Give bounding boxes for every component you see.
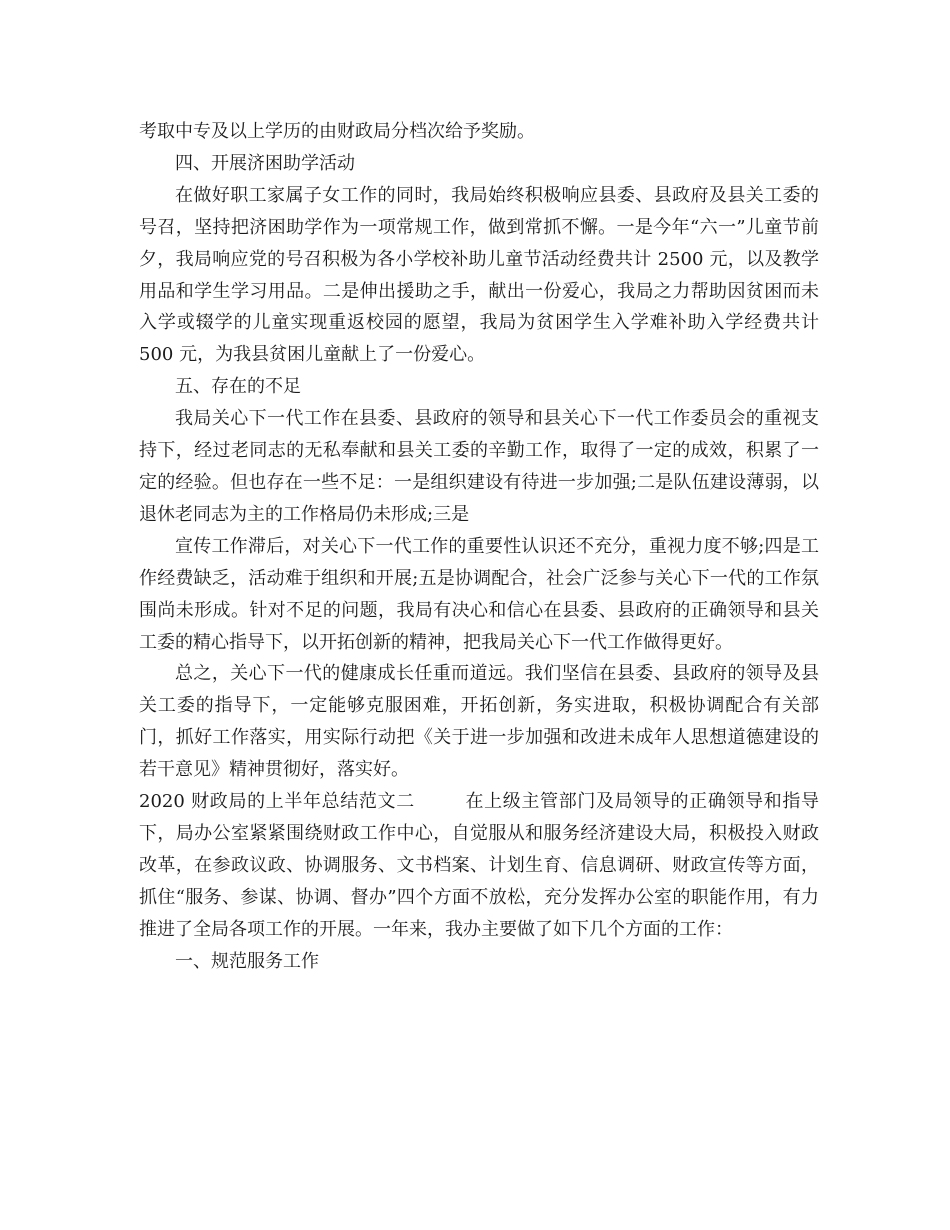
paragraph-aid-activities: 在做好职工家属子女工作的同时，我局始终积极响应县委、县政府及县关工委的号召，坚持把济困助学作为一项常规工作，做到常抓不懈。一是今年“六一”儿童节前夕，我局响应党的号召积极为各小学校补助儿童节活动经费共计 2500 元，以及教学用品和学生学习用品。二是伸出援助之手，献出一份爱心，我局之力帮助因贫困而未入学或辍学的儿童实现重返校园的愿望，我局为贫困学生入学难补助入学经费共计 500 元，为我县贫困儿童献上了一份爱心。 [139, 184, 819, 366]
document-body [139, 116, 819, 977]
section-heading-aid-activities: 四、开展济困助学活动 [175, 152, 355, 174]
summary-two-body: 在上级主管部门及局领导的正确领导和指导下，局办公室紧紧围绕财政工作中心，自觉服从和服务经济建设大局，积极投入财政改革，在参政议政、协调服务、文书档案、计划生育、信息调研、财政宣传等方面，抓住“服务、参谋、协调、督办”四个方面不放松，充分发挥办公室的职能作用，有力推进了全局各项工作的开展。一年来，我办主要做了如下几个方面的工作： [139, 791, 820, 940]
paragraph-shortcomings-continued: 宣传工作滞后，对关心下一代工作的重要性认识还不充分，重视力度不够;四是工作经费缺乏，活动难于组织和开展;五是协调配合，社会广泛参与关心下一代的工作氛围尚未形成。针对不足的问题，我局有决心和信心在县委、县政府的正确领导和县关工委的精心指导下，以开拓创新的精神，把我局关心下一代工作做得更好。 [139, 535, 819, 653]
paragraph-shortcomings: 我局关心下一代工作在县委、县政府的领导和县关心下一代工作委员会的重视支持下，经过老同志的无私奉献和县关工委的辛勤工作，取得了一定的成效，积累了一定的经验。但也存在一些不足：一是组织建设有待进一步加强;二是队伍建设薄弱，以退休老同志为主的工作格局仍未形成;三是 [139, 408, 819, 525]
section-heading-shortcomings: 五、存在的不足 [175, 376, 301, 398]
paragraph-summary-two [139, 786, 819, 946]
summary-two-title: 2020 财政局的上半年总结范文二 [139, 791, 415, 813]
section-heading-standardize-service: 一、规范服务工作 [175, 950, 319, 972]
paragraph-reward-continuation: 考取中专及以上学历的由财政局分档次给予奖励。 [139, 121, 535, 142]
paragraph-conclusion: 总之，关心下一代的健康成长任重而道远。我们坚信在县委、县政府的领导及县关工委的指导下，一定能够克服困难，开拓创新，务实进取，积极协调配合有关部门，抓好工作落实，用实际行动把《关于进一步加强和改进未成年人思想道德建设的若干意见》精神贯彻好，落实好。 [139, 663, 819, 781]
